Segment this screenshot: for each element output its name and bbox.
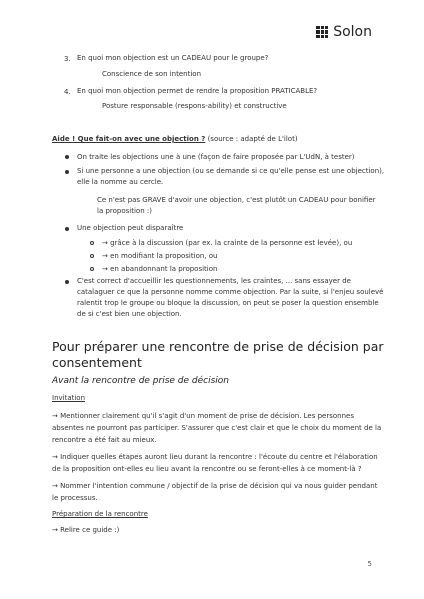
section-subtitle: Avant la rencontre de prise de décision [52, 376, 230, 386]
preparation-heading: Préparation de la rencontre [52, 510, 148, 518]
invitation-p1-line-1: → Mentionner clairement qu'il s'agit d'un moment de prise de décision. Les personnes [52, 412, 354, 420]
aide-bullet-4-line-3: ralentit trop le groupe ou bloque la discussion, on peut se poser la question ensemble [77, 299, 379, 307]
invitation-p3-line-2: le processus. [52, 494, 98, 502]
invitation-p2-line-2: de la proposition ont-elles eu lieu avant la rencontre ou se feront-elles à ce moment-là ? [52, 465, 362, 473]
list-number-3: 3. [64, 55, 71, 63]
aide-source: (source : adapté de L'ilot) [205, 135, 298, 143]
aide-sub-3: → en abandonnant la proposition [102, 265, 218, 273]
aide-sub-1: → grâce à la discussion (par ex. la crainte de la personne est levée), ou [102, 239, 353, 247]
invitation-heading: Invitation [52, 394, 86, 402]
preparation-p1: → Relire ce guide :) [52, 526, 120, 534]
list-question-3: En quoi mon objection est un CADEAU pour le groupe? [77, 54, 269, 62]
aide-bullet-3: Une objection peut disparaître [77, 224, 184, 232]
aide-bullet-2-line-1: Si une personne a une objection (ou se demande si ce qu'elle pense est une objection), [77, 167, 385, 175]
logo-grid-icon [316, 26, 328, 38]
invitation-p3-line-1: → Nommer l'intention commune / objectif de la prise de décision qui va nous guider pendant [52, 482, 378, 490]
aide-note-line-2: la proposition :) [97, 207, 152, 215]
aide-bullet-1: On traite les objections une à une (façon de faire proposée par L'UdN, à tester) [77, 153, 355, 161]
bullet-icon [65, 227, 69, 231]
aide-bullet-4-line-4: de si c'est bien une objection. [77, 310, 182, 318]
aide-sub-2: → en modifiant la proposition, ou [102, 252, 218, 260]
sub-bullet-icon [90, 254, 94, 258]
invitation-p2-line-1: → Indiquer quelles étapes auront lieu durant la rencontre : l'écoute du centre et l'élaboration [52, 453, 378, 461]
aide-note-line-1: Ce n'est pas GRAVE d'avoir une objection, c'est plutôt un CADEAU pour bonifier [97, 196, 376, 204]
section-title-line-2: consentement [52, 355, 142, 370]
logo-text: Solon [333, 24, 372, 40]
solon-logo [316, 24, 372, 40]
list-answer-3: Conscience de son intention [102, 70, 202, 78]
page-number: 5 [367, 560, 372, 568]
sub-bullet-icon [90, 267, 94, 271]
aide-bullet-4-line-2: catalaguer ce que la personne nomme comme objection. Par la suite, si l'enjeu soulevé [77, 288, 384, 296]
list-answer-4: Posture responsable (respons-ability) et constructive [102, 102, 287, 110]
list-number-4: 4. [64, 88, 71, 96]
list-question-4: En quoi mon objection permet de rendre la proposition PRATICABLE? [77, 87, 318, 95]
aide-bullet-4-line-1: C'est correct d'accueillir les questionnements, les craintes, ... sans essayer de [77, 277, 351, 285]
section-title-line-1: Pour préparer une rencontre de prise de décision par [52, 339, 384, 354]
aide-heading [52, 134, 298, 144]
bullet-icon [65, 280, 69, 284]
invitation-p1-line-2: absentes ne pourront pas participer. S'assurer que c'est clair et que le choix du moment de la [52, 424, 382, 432]
invitation-p1-line-3: rencontre a été fait au mieux. [52, 436, 157, 444]
aide-bullet-2-line-2: elle la nomme au cercle. [77, 178, 164, 186]
bullet-icon [65, 155, 69, 159]
sub-bullet-icon [90, 241, 94, 245]
aide-title: Aide ! Que fait-on avec une objection ? [52, 135, 206, 143]
bullet-icon [65, 170, 69, 174]
